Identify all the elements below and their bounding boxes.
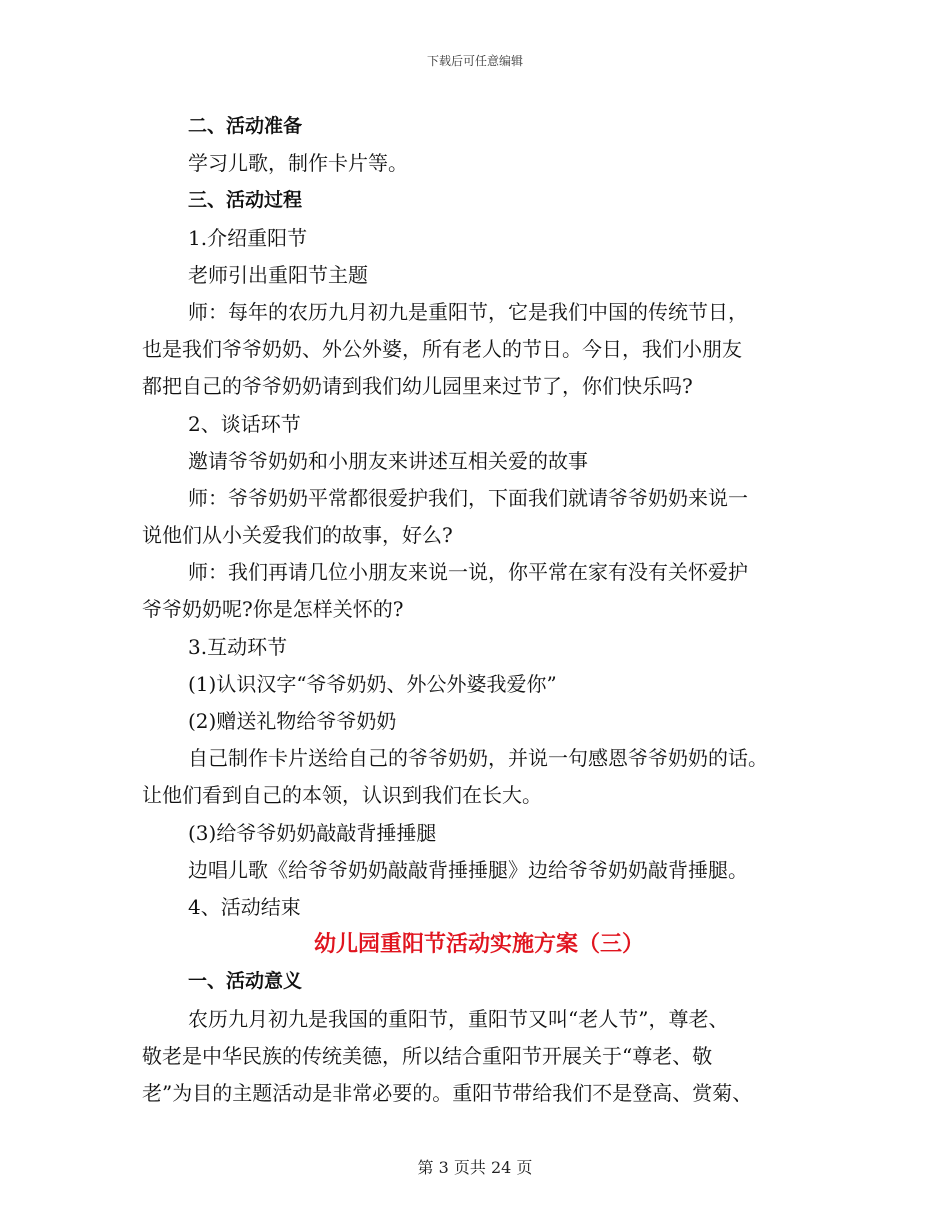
meaning-paragraph-line: 老”为目的主题活动是非常必要的。重阳节带给我们不是登高、赏菊、 bbox=[142, 1080, 753, 1105]
step-2-paragraph-line: 说他们从小关爱我们的故事，好么? bbox=[142, 523, 453, 548]
paragraph-preparation: 学习儿歌，制作卡片等。 bbox=[188, 151, 408, 176]
heading-activity-preparation: 二、活动准备 bbox=[188, 115, 303, 137]
step-3-item-1: (1)认识汉字“爷爷奶奶、外公外婆我爱你” bbox=[188, 671, 557, 696]
step-1-paragraph-line: 师：每年的农历九月初九是重阳节，它是我们中国的传统节日， bbox=[188, 299, 748, 324]
step-2-intro: 邀请爷爷奶奶和小朋友来讲述互相关爱的故事 bbox=[188, 448, 588, 473]
step-1-intro: 老师引出重阳节主题 bbox=[188, 262, 368, 287]
step-3-item-2-paragraph-line: 自己制作卡片送给自己的爷爷奶奶，并说一句感恩爷爷奶奶的话。 bbox=[188, 746, 768, 771]
page-footer-number: 第 3 页共 24 页 bbox=[417, 1158, 533, 1177]
document-body bbox=[142, 108, 822, 1112]
meaning-paragraph-line: 敬老是中华民族的传统美德，所以结合重阳节开展关于“尊老、敬 bbox=[142, 1043, 713, 1068]
step-2-paragraph-line: 师：我们再请几位小朋友来说一说，你平常在家有没有关怀爱护 bbox=[188, 560, 748, 585]
heading-activity-process: 三、活动过程 bbox=[188, 189, 303, 212]
step-3-item-3: (3)给爷爷奶奶敲敲背捶捶腿 bbox=[188, 820, 437, 845]
step-3-item-2: (2)赠送礼物给爷爷奶奶 bbox=[188, 709, 397, 733]
step-4-title: 4、活动结束 bbox=[188, 894, 301, 919]
section-3-title: 幼儿园重阳节活动实施方案（三） bbox=[313, 932, 644, 958]
step-3-title: 3.互动环节 bbox=[188, 634, 288, 659]
step-1-paragraph-line: 都把自己的爷爷奶奶请到我们幼儿园里来过节了，你们快乐吗? bbox=[142, 374, 693, 399]
step-3-item-2-paragraph-line: 让他们看到自己的本领，认识到我们在长大。 bbox=[142, 783, 542, 808]
step-3-item-3-paragraph: 边唱儿歌《给爷爷奶奶敲敲背捶捶腿》边给爷爷奶奶敲背捶腿。 bbox=[188, 857, 748, 882]
meaning-paragraph-line: 农历九月初九是我国的重阳节，重阳节又叫“老人节”，尊老、 bbox=[188, 1006, 729, 1031]
step-2-paragraph-line: 师：爷爷奶奶平常都很爱护我们，下面我们就请爷爷奶奶来说一 bbox=[188, 485, 748, 510]
step-1-title: 1.介绍重阳节 bbox=[188, 225, 308, 250]
step-2-title: 2、谈话环节 bbox=[188, 411, 301, 436]
step-2-paragraph-line: 爷爷奶奶呢?你是怎样关怀的? bbox=[142, 597, 404, 622]
page-header-note: 下载后可任意编辑 bbox=[426, 54, 523, 68]
step-1-paragraph-line: 也是我们爷爷奶奶、外公外婆，所有老人的节日。今日，我们小朋友 bbox=[142, 337, 742, 362]
heading-activity-meaning: 一、活动意义 bbox=[188, 970, 303, 993]
